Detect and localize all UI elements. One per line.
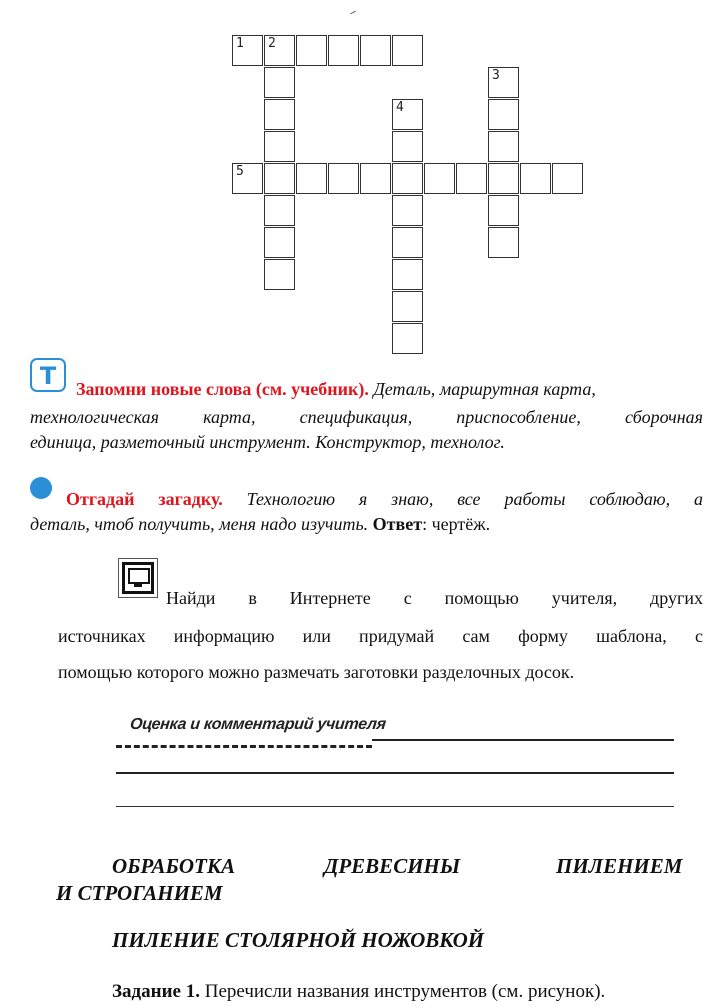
riddle-line-2	[30, 512, 703, 536]
computer-monitor-icon	[118, 558, 158, 598]
crossword-cell[interactable]	[392, 35, 423, 66]
internet-line-2: источниках информацию или придумай сам форму шаблона, с	[58, 626, 703, 646]
remember-line-2: технологическая карта, спецификация, приспособление, сборочная	[30, 407, 703, 427]
remember-line-3: единица, разметочный инструмент. Конструктор, технолог.	[30, 432, 505, 452]
section-title-word-3: ПИЛЕНИЕМ	[556, 854, 683, 878]
crossword-clue-number: 4	[396, 100, 404, 115]
crossword-cell[interactable]	[392, 323, 423, 354]
crossword-clue-number: 3	[492, 68, 500, 83]
task-line	[112, 980, 703, 1004]
crossword-cell[interactable]	[392, 131, 423, 162]
crossword-cell-5[interactable]	[232, 163, 263, 194]
section-title-word-2: ДРЕВЕСИНЫ	[324, 854, 461, 878]
crossword-cell-4[interactable]	[392, 99, 423, 130]
crossword-cell[interactable]	[456, 163, 487, 194]
crossword-cell[interactable]	[264, 67, 295, 98]
crossword-cell[interactable]	[328, 163, 359, 194]
riddle-answer-text: : чертёж.	[422, 514, 491, 534]
task-text: Перечисли названия инструментов (см. рисунок).	[204, 981, 606, 1002]
crossword-cell[interactable]	[296, 163, 327, 194]
crossword-cell-2[interactable]	[264, 35, 295, 66]
crossword-clue-number: 2	[268, 36, 276, 51]
rating-line-2[interactable]	[116, 772, 674, 774]
internet-line-3: помощью которого можно размечать заготовки разделочных досок.	[58, 662, 575, 682]
crossword-cell[interactable]	[296, 35, 327, 66]
internet-line-1: Найди в Интернете с помощью учителя, других	[166, 588, 703, 608]
crossword-cell[interactable]	[360, 163, 391, 194]
crossword-cell[interactable]	[488, 131, 519, 162]
crossword-cell[interactable]	[264, 227, 295, 258]
remember-line-1	[76, 377, 703, 401]
crossword-cell[interactable]	[392, 259, 423, 290]
riddle-text-1: Технологию я знаю, все работы соблюдаю, а	[246, 489, 703, 509]
crossword-cell[interactable]	[488, 163, 519, 194]
crossword-cell[interactable]	[360, 35, 391, 66]
t-letter-icon	[30, 358, 66, 392]
section-title-line-2: И СТРОГАНИЕМ	[56, 881, 223, 905]
crossword-cell[interactable]	[424, 163, 455, 194]
crossword-grid	[0, 0, 704, 340]
section-title-word-1: ОБРАБОТКА	[112, 854, 236, 878]
crossword-cell[interactable]	[264, 99, 295, 130]
riddle-lead: Отгадай загадку.	[66, 489, 223, 509]
riddle-text-2: деталь, чтоб получить, меня надо изучить.	[30, 514, 369, 534]
crossword-cell[interactable]	[392, 227, 423, 258]
section-subtitle: ПИЛЕНИЕ СТОЛЯРНОЙ НОЖОВКОЙ	[112, 928, 485, 952]
crossword-cell[interactable]	[392, 291, 423, 322]
crossword-cell[interactable]	[392, 163, 423, 194]
crossword-cell[interactable]	[392, 195, 423, 226]
crossword-cell[interactable]	[488, 227, 519, 258]
crossword-cell-1[interactable]	[232, 35, 263, 66]
crossword-cell-3[interactable]	[488, 67, 519, 98]
stray-mark	[350, 11, 356, 15]
remember-lead: Запомни новые слова (см. учебник).	[76, 379, 369, 399]
crossword-cell[interactable]	[488, 195, 519, 226]
crossword-clue-number: 5	[236, 164, 244, 179]
crossword-cell[interactable]	[264, 195, 295, 226]
crossword-cell[interactable]	[520, 163, 551, 194]
t-letter-icon-glyph: T	[39, 362, 57, 390]
monitor-stand	[134, 583, 142, 587]
rating-dashed-line	[116, 745, 372, 748]
rating-line-1[interactable]	[372, 739, 674, 741]
task-label: Задание 1.	[112, 981, 200, 1002]
rating-line-3[interactable]	[116, 806, 674, 807]
crossword-clue-number: 1	[236, 36, 244, 51]
blue-dot-icon	[30, 477, 52, 499]
riddle-answer-label: Ответ	[372, 514, 423, 534]
riddle-line-1	[66, 487, 703, 511]
crossword-cell[interactable]	[264, 131, 295, 162]
monitor-screen	[128, 568, 150, 584]
crossword-cell[interactable]	[264, 259, 295, 290]
crossword-cell[interactable]	[552, 163, 583, 194]
teacher-rating-label: Оценка и комментарий учителя	[129, 716, 387, 733]
crossword-cell[interactable]	[488, 99, 519, 130]
crossword-cell[interactable]	[264, 163, 295, 194]
crossword-cell[interactable]	[328, 35, 359, 66]
remember-text-1: Деталь, маршрутная карта,	[373, 379, 596, 399]
